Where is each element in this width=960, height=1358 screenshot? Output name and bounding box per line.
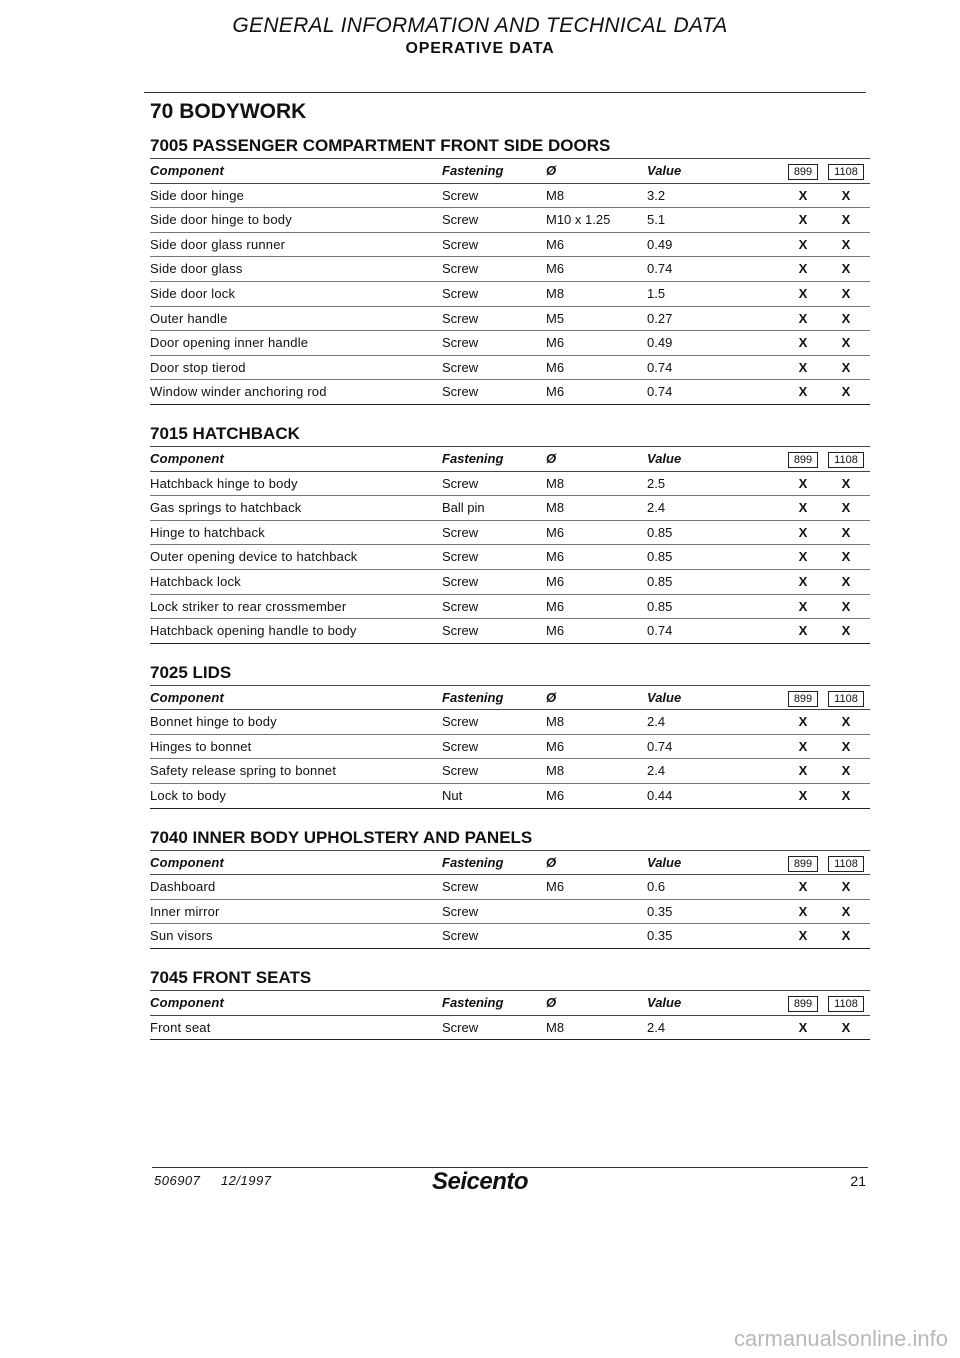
cell-component: Side door glass runner — [150, 236, 286, 252]
column-header-component: Component — [150, 995, 225, 1011]
cell-model-1108: X — [841, 236, 851, 252]
cell-component: Bonnet hinge to body — [150, 714, 277, 730]
cell-value: 0.85 — [647, 549, 673, 565]
column-header-diameter: Ø — [546, 163, 557, 178]
table-row — [150, 233, 870, 258]
footer-code: 506907 — [154, 1173, 201, 1188]
cell-diameter: M6 — [546, 623, 565, 639]
section — [150, 134, 870, 405]
column-header-model-1108-box: 1108 — [828, 452, 864, 468]
column-header-model-899-box: 899 — [788, 691, 818, 707]
cell-component: Outer opening device to hatchback — [150, 549, 358, 565]
cell-diameter: M8 — [546, 500, 565, 516]
cell-model-899: X — [798, 903, 808, 919]
cell-fastening: Screw — [442, 384, 479, 400]
cell-diameter: M8 — [546, 714, 565, 730]
cell-model-1108: X — [841, 500, 851, 516]
cell-component: Side door glass — [150, 261, 243, 277]
cell-value: 2.5 — [647, 475, 666, 491]
cell-value: 0.44 — [647, 788, 673, 804]
table-header-row — [150, 851, 870, 876]
column-header-value: Value — [647, 450, 682, 466]
cell-value: 0.35 — [647, 928, 673, 944]
cell-fastening: Screw — [442, 285, 479, 301]
cell-component: Hinge to hatchback — [150, 524, 265, 540]
column-header-component: Component — [150, 450, 225, 466]
cell-model-1108: X — [841, 714, 851, 730]
cell-diameter: M6 — [546, 236, 565, 252]
column-header-fastening: Fastening — [442, 995, 504, 1011]
table-row — [150, 900, 870, 925]
column-header-fastening: Fastening — [442, 163, 504, 178]
cell-component: Door stop tierod — [150, 359, 246, 375]
cell-model-1108: X — [841, 903, 851, 919]
cell-fastening: Screw — [442, 623, 479, 639]
cell-fastening: Screw — [442, 475, 479, 491]
cell-component: Door opening inner handle — [150, 335, 309, 351]
cell-model-1108: X — [841, 549, 851, 565]
cell-model-899: X — [798, 573, 808, 589]
cell-diameter: M6 — [546, 788, 565, 804]
cell-value: 2.4 — [647, 714, 666, 730]
cell-model-1108: X — [841, 524, 851, 540]
table-row — [150, 257, 870, 282]
cell-model-1108: X — [841, 763, 851, 779]
section — [150, 966, 870, 1040]
section-title: 7040 INNER BODY UPHOLSTERY AND PANELS — [150, 826, 870, 851]
cell-model-1108: X — [841, 384, 851, 400]
chapter-title: 70 BODYWORK — [150, 100, 307, 123]
cell-value: 2.4 — [647, 1019, 666, 1035]
cell-fastening: Screw — [442, 1019, 479, 1035]
cell-value: 5.1 — [647, 212, 666, 228]
cell-value: 0.49 — [647, 335, 673, 351]
cell-value: 0.74 — [647, 384, 673, 400]
section-title: 7045 FRONT SEATS — [150, 966, 870, 991]
table-row — [150, 282, 870, 307]
section-title: 7025 LIDS — [150, 661, 870, 686]
cell-diameter: M6 — [546, 524, 565, 540]
cell-model-1108: X — [841, 261, 851, 277]
cell-model-1108: X — [841, 285, 851, 301]
cell-fastening: Screw — [442, 310, 479, 326]
cell-model-899: X — [798, 236, 808, 252]
cell-value: 0.85 — [647, 573, 673, 589]
cell-model-1108: X — [841, 187, 851, 203]
cell-value: 3.2 — [647, 187, 666, 203]
cell-component: Dashboard — [150, 879, 216, 895]
column-header-model-899-box: 899 — [788, 164, 818, 180]
cell-model-899: X — [798, 598, 808, 614]
column-header-fastening: Fastening — [442, 450, 504, 466]
table-row — [150, 735, 870, 760]
column-header-model-1108-box: 1108 — [828, 856, 864, 872]
cell-fastening: Screw — [442, 359, 479, 375]
cell-component: Hatchback opening handle to body — [150, 623, 357, 639]
table-row — [150, 496, 870, 521]
cell-diameter: M6 — [546, 549, 565, 565]
cell-component: Safety release spring to bonnet — [150, 763, 337, 779]
cell-component: Outer handle — [150, 310, 228, 326]
column-header-component: Component — [150, 854, 225, 870]
header-subtitle: OPERATIVE DATA — [405, 40, 555, 57]
cell-component: Side door hinge — [150, 187, 245, 203]
cell-model-899: X — [798, 549, 808, 565]
cell-fastening: Ball pin — [442, 500, 485, 516]
table-row — [150, 875, 870, 900]
cell-value: 0.35 — [647, 903, 673, 919]
column-header-model-899-box: 899 — [788, 996, 818, 1012]
cell-value: 0.74 — [647, 261, 673, 277]
cell-fastening: Screw — [442, 714, 479, 730]
cell-component: Side door hinge to body — [150, 212, 292, 228]
table-row — [150, 924, 870, 949]
cell-fastening: Screw — [442, 236, 479, 252]
table-row — [150, 521, 870, 546]
cell-diameter: M6 — [546, 384, 565, 400]
cell-model-899: X — [798, 524, 808, 540]
table-row — [150, 595, 870, 620]
cell-fastening: Screw — [442, 928, 479, 944]
cell-value: 0.74 — [647, 738, 673, 754]
brand-logo: Seicento — [431, 1168, 529, 1195]
cell-fastening: Screw — [442, 335, 479, 351]
cell-value: 0.49 — [647, 236, 673, 252]
cell-model-899: X — [798, 310, 808, 326]
cell-component: Lock striker to rear crossmember — [150, 598, 347, 614]
cell-component: Hinges to bonnet — [150, 738, 252, 754]
cell-model-899: X — [798, 1019, 808, 1035]
cell-value: 2.4 — [647, 500, 666, 516]
table-row — [150, 759, 870, 784]
cell-model-1108: X — [841, 928, 851, 944]
cell-fastening: Screw — [442, 187, 479, 203]
table-header-row — [150, 686, 870, 711]
column-header-model-899 — [784, 447, 822, 471]
cell-model-1108: X — [841, 598, 851, 614]
sections-container — [150, 134, 870, 1040]
column-header-fastening: Fastening — [442, 854, 504, 870]
cell-diameter: M8 — [546, 187, 565, 203]
cell-fastening: Screw — [442, 549, 479, 565]
column-header-diameter: Ø — [546, 450, 557, 466]
footer-date: 12/1997 — [220, 1173, 272, 1188]
column-header-model-1108 — [826, 851, 866, 875]
cell-model-899: X — [798, 384, 808, 400]
cell-model-1108: X — [841, 310, 851, 326]
cell-model-1108: X — [841, 623, 851, 639]
cell-diameter: M8 — [546, 763, 565, 779]
cell-diameter: M6 — [546, 738, 565, 754]
table-header-row — [150, 991, 870, 1016]
table-row — [150, 380, 870, 405]
column-header-diameter: Ø — [546, 689, 557, 705]
section — [150, 826, 870, 949]
column-header-model-899 — [784, 851, 822, 875]
cell-diameter: M8 — [546, 475, 565, 491]
table-row — [150, 184, 870, 209]
cell-component: Side door lock — [150, 285, 236, 301]
table-header-row — [150, 159, 870, 184]
table-row — [150, 619, 870, 644]
cell-model-899: X — [798, 879, 808, 895]
cell-value: 0.27 — [647, 310, 673, 326]
cell-component: Gas springs to hatchback — [150, 500, 302, 516]
table-row — [150, 208, 870, 233]
column-header-model-1108-box: 1108 — [828, 996, 864, 1012]
cell-model-899: X — [798, 359, 808, 375]
cell-model-1108: X — [841, 359, 851, 375]
cell-fastening: Screw — [442, 738, 479, 754]
cell-value: 2.4 — [647, 763, 666, 779]
cell-model-1108: X — [841, 212, 851, 228]
cell-fastening: Nut — [442, 788, 463, 804]
cell-model-1108: X — [841, 879, 851, 895]
cell-model-899: X — [798, 623, 808, 639]
cell-fastening: Screw — [442, 598, 479, 614]
cell-model-1108: X — [841, 573, 851, 589]
column-header-model-1108 — [826, 991, 866, 1015]
column-header-value: Value — [647, 163, 682, 178]
cell-fastening: Screw — [442, 261, 479, 277]
header-title: GENERAL INFORMATION AND TECHNICAL DATA — [232, 14, 728, 37]
cell-fastening: Screw — [442, 879, 479, 895]
column-header-model-1108-box: 1108 — [828, 691, 864, 707]
column-header-diameter: Ø — [546, 995, 557, 1011]
cell-model-899: X — [798, 335, 808, 351]
column-header-model-1108 — [826, 159, 866, 183]
cell-fastening: Screw — [442, 573, 479, 589]
column-header-fastening: Fastening — [442, 689, 504, 705]
cell-component: Lock to body — [150, 788, 227, 804]
table-row — [150, 472, 870, 497]
cell-diameter: M10 x 1.25 — [546, 212, 611, 228]
cell-component: Inner mirror — [150, 903, 220, 919]
column-header-value: Value — [647, 995, 682, 1011]
cell-value: 0.85 — [647, 598, 673, 614]
column-header-model-899 — [784, 159, 822, 183]
column-header-model-1108-box: 1108 — [828, 164, 864, 180]
page-number: 21 — [850, 1173, 866, 1189]
cell-model-899: X — [798, 187, 808, 203]
column-header-model-899 — [784, 991, 822, 1015]
cell-model-1108: X — [841, 1019, 851, 1035]
cell-component: Hatchback lock — [150, 573, 241, 589]
cell-model-899: X — [798, 261, 808, 277]
table-row — [150, 331, 870, 356]
table-row — [150, 356, 870, 381]
section — [150, 422, 870, 644]
cell-diameter: M6 — [546, 598, 565, 614]
cell-model-899: X — [798, 738, 808, 754]
cell-diameter: M6 — [546, 261, 565, 277]
column-header-model-1108 — [826, 447, 866, 471]
cell-diameter: M6 — [546, 879, 565, 895]
column-header-model-899-box: 899 — [788, 452, 818, 468]
cell-diameter: M6 — [546, 573, 565, 589]
table-row — [150, 710, 870, 735]
cell-value: 0.6 — [647, 879, 666, 895]
column-header-model-899 — [784, 686, 822, 710]
cell-component: Window winder anchoring rod — [150, 384, 327, 400]
header-divider — [144, 92, 866, 93]
section-title: 7015 HATCHBACK — [150, 422, 870, 447]
table-row — [150, 307, 870, 332]
cell-model-899: X — [798, 788, 808, 804]
cell-model-899: X — [798, 475, 808, 491]
column-header-diameter: Ø — [546, 854, 557, 870]
cell-value: 0.74 — [647, 359, 673, 375]
cell-model-899: X — [798, 928, 808, 944]
cell-component: Hatchback hinge to body — [150, 475, 298, 491]
watermark: carmanualsonline.info — [733, 1326, 948, 1351]
column-header-model-1108 — [826, 686, 866, 710]
cell-model-1108: X — [841, 335, 851, 351]
cell-diameter: M6 — [546, 335, 565, 351]
cell-diameter: M8 — [546, 285, 565, 301]
section-title: 7005 PASSENGER COMPARTMENT FRONT SIDE DOORS — [150, 134, 870, 159]
cell-fastening: Screw — [442, 763, 479, 779]
cell-model-899: X — [798, 763, 808, 779]
cell-component: Sun visors — [150, 928, 213, 944]
table-row — [150, 784, 870, 809]
cell-model-1108: X — [841, 475, 851, 491]
cell-model-899: X — [798, 212, 808, 228]
cell-value: 0.74 — [647, 623, 673, 639]
cell-model-1108: X — [841, 788, 851, 804]
cell-diameter: M6 — [546, 359, 565, 375]
cell-model-899: X — [798, 714, 808, 730]
column-header-value: Value — [647, 854, 682, 870]
column-header-value: Value — [647, 689, 682, 705]
cell-value: 0.85 — [647, 524, 673, 540]
cell-component: Front seat — [150, 1019, 211, 1035]
column-header-component: Component — [150, 689, 225, 705]
table-row — [150, 545, 870, 570]
section — [150, 661, 870, 809]
table-row — [150, 1016, 870, 1041]
cell-model-899: X — [798, 500, 808, 516]
column-header-component: Component — [150, 163, 225, 178]
cell-model-899: X — [798, 285, 808, 301]
cell-value: 1.5 — [647, 285, 666, 301]
table-header-row — [150, 447, 870, 472]
cell-fastening: Screw — [442, 903, 479, 919]
column-header-model-899-box: 899 — [788, 856, 818, 872]
cell-diameter: M5 — [546, 310, 565, 326]
table-row — [150, 570, 870, 595]
cell-diameter: M8 — [546, 1019, 565, 1035]
cell-model-1108: X — [841, 738, 851, 754]
cell-fastening: Screw — [442, 212, 479, 228]
cell-fastening: Screw — [442, 524, 479, 540]
